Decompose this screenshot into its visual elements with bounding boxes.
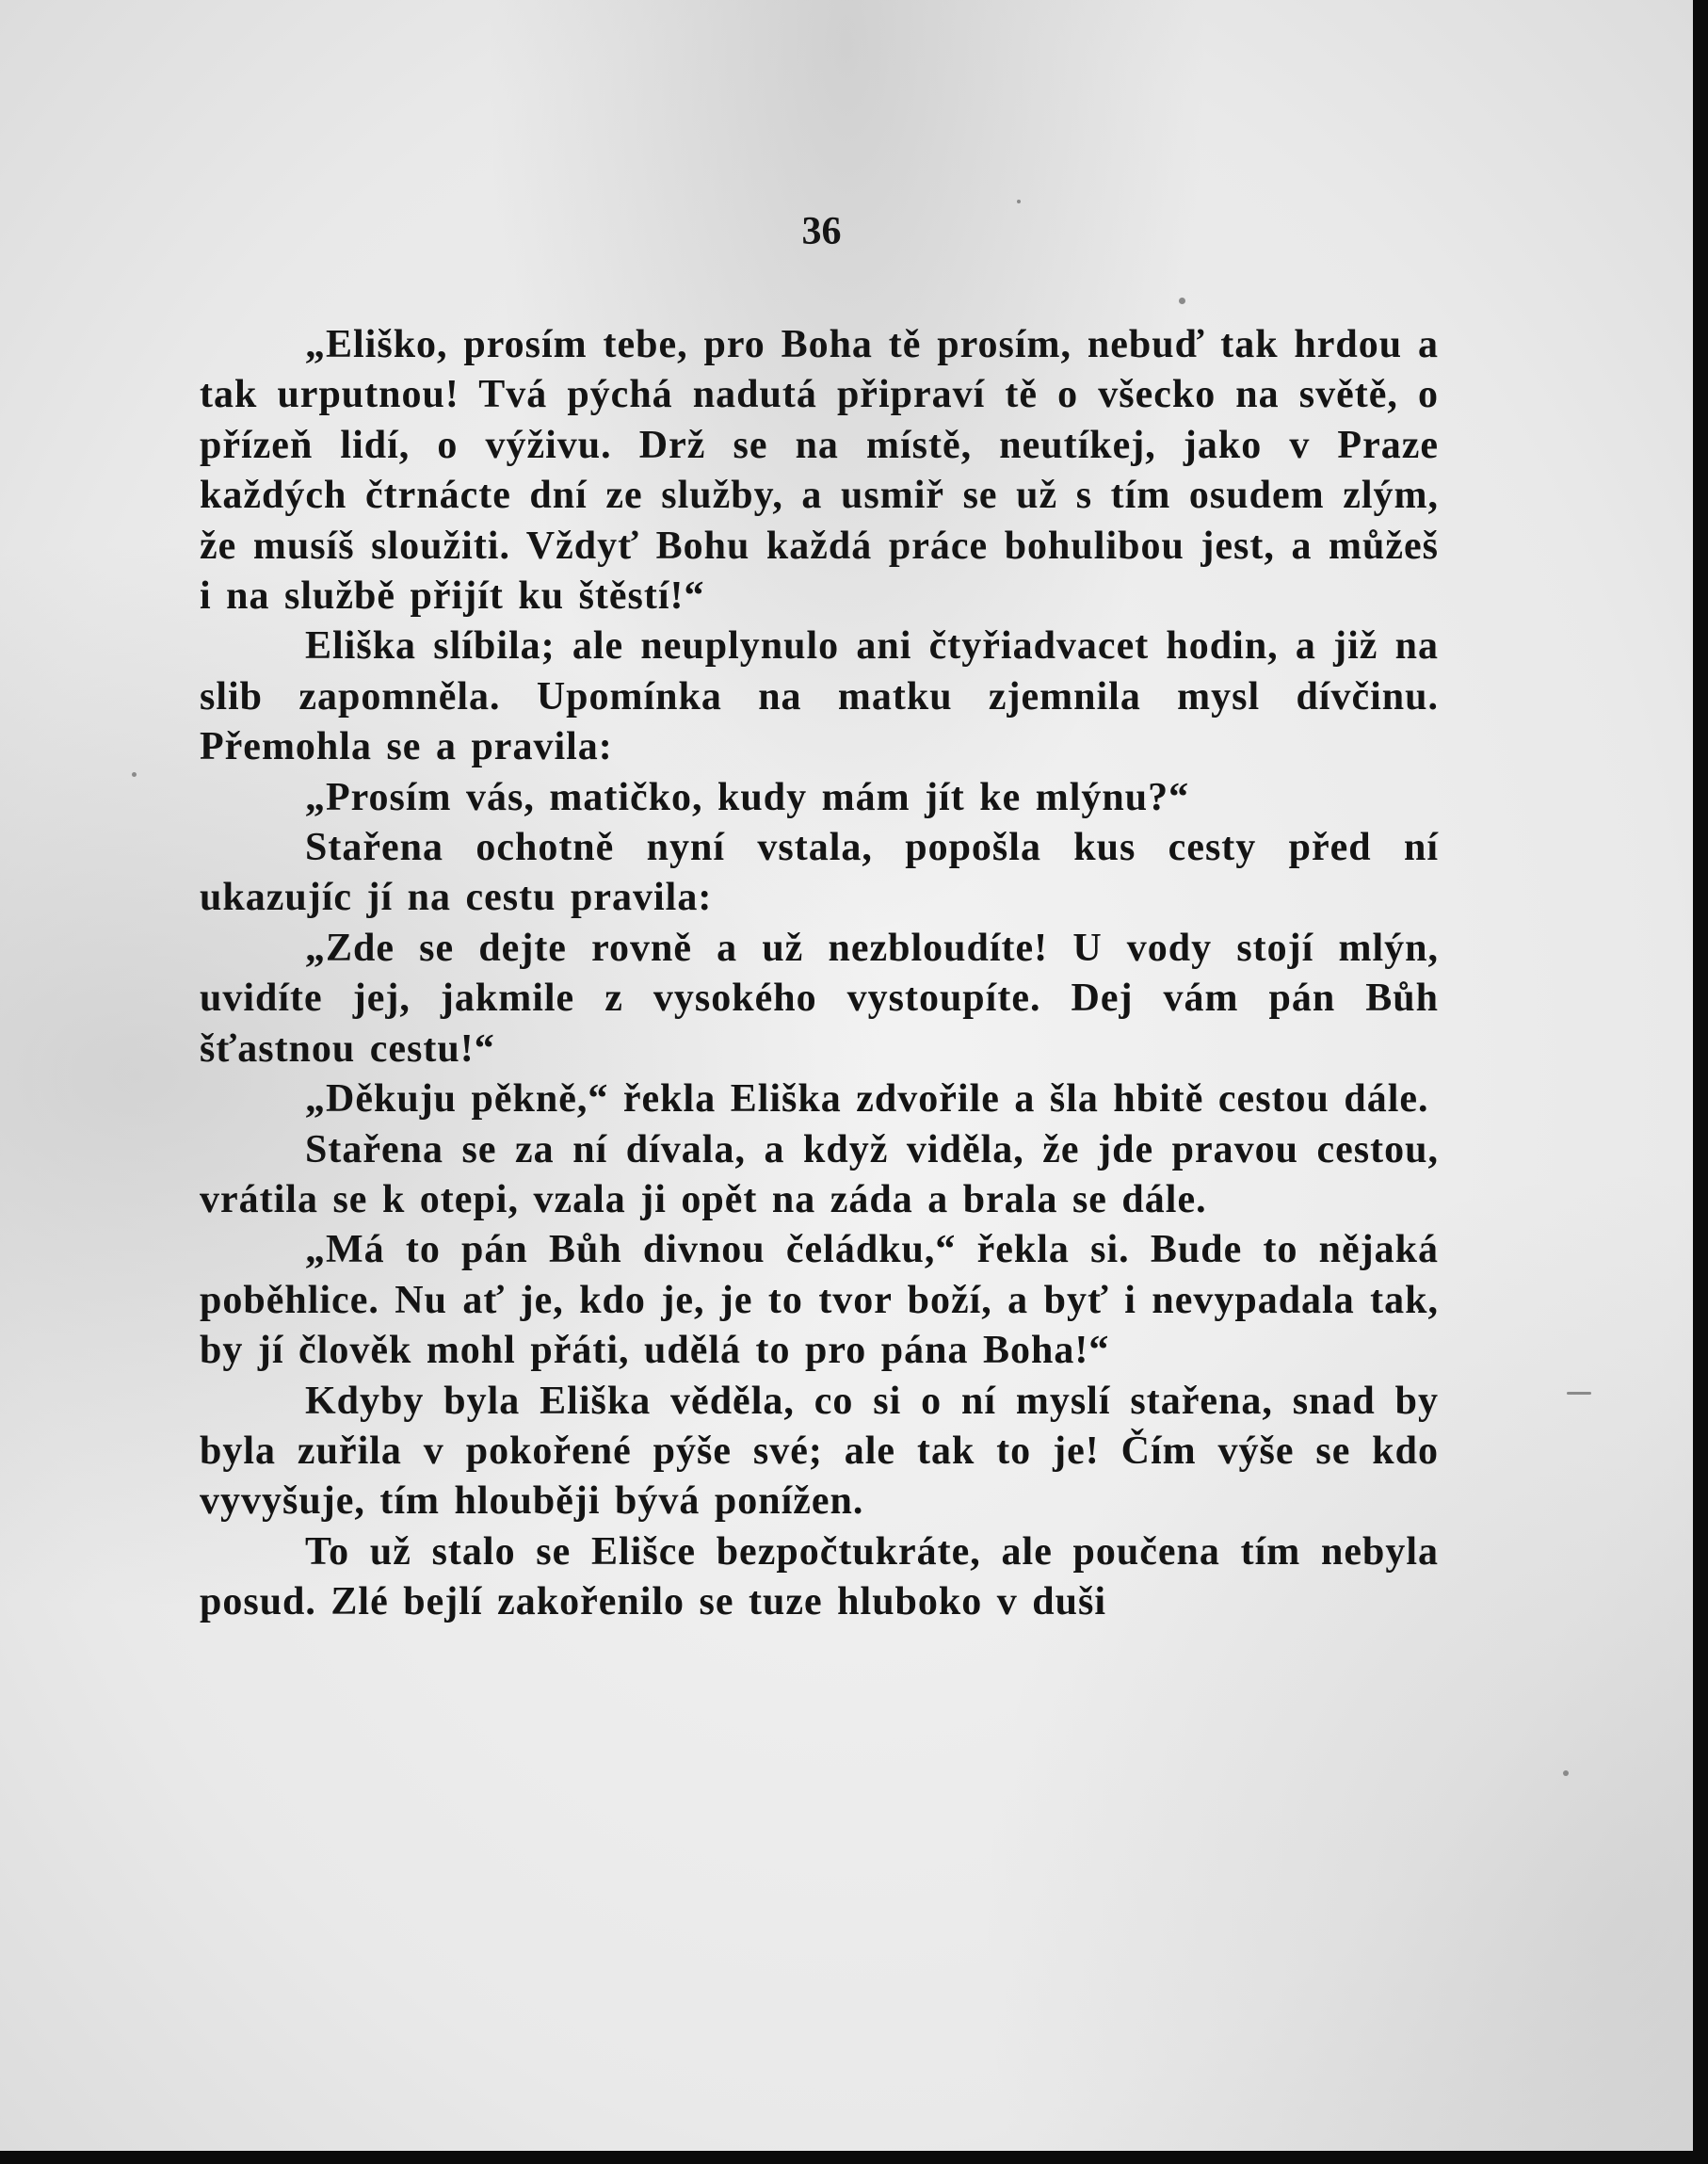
paragraph: „Eliško, prosím tebe, pro Boha tě prosím, nebuď tak hrdou a tak urputnou! Tvá pýchá nadutá připraví tě o všecko na světě, o přízeň lidí, o výživu. Drž se na místě, neutíkej, jako v Praze každých čtrnácte dní ze služby, a usmiř se už s tím osudem zlým, že musíš sloužiti. Vždyť Bohu každá práce bohulibou jest, a můžeš i na službě přijít ku štěstí!“	[200, 323, 1439, 619]
paper-speck	[1179, 298, 1185, 304]
paragraph: „Prosím vás, matičko, kudy mám jít ke mlýnu?“	[305, 775, 1190, 819]
page-number: 36	[801, 210, 842, 253]
paragraph: Stařena se za ní dívala, a když viděla, že jde pravou cestou, vrátila se k otepi, vzala ji opět na záda a brala se dále.	[200, 1127, 1439, 1221]
paragraph: „Zde se dejte rovně a už nezbloudíte! U vody stojí mlýn, uvidíte jej, jakmile z vysokého vystoupíte. Dej vám pán Bůh šťastnou cestu!“	[200, 926, 1439, 1071]
paper-speck	[1567, 1392, 1591, 1395]
paper-speck	[1017, 200, 1021, 203]
paragraph: To už stalo se Elišce bezpočtukráte, ale poučena tím nebyla posud. Zlé bejlí zakořenilo se tuze hluboko v duši	[200, 1529, 1439, 1624]
scan-border-right	[1693, 0, 1708, 2164]
paragraph: Eliška slíbila; ale neuplynulo ani čtyřiadvacet hodin, a již na slib zapomněla. Upomínka na matku zjemnila mysl dívčinu. Přemohla se a pravila:	[200, 624, 1439, 769]
paragraph: „Děkuju pěkně,“ řekla Eliška zdvořile a šla hbitě cestou dále.	[305, 1077, 1429, 1122]
paragraph: Kdyby byla Eliška věděla, co si o ní myslí stařena, snad by byla zuřila v pokořené pýše své; ale tak to je! Čím výše se kdo vyvyšuje, tím hlouběji bývá ponížen.	[200, 1379, 1439, 1524]
paper-speck	[132, 772, 137, 777]
scan-border-bottom	[0, 2151, 1708, 2164]
paragraph: Stařena ochotně nyní vstala, popošla kus cesty před ní ukazujíc jí na cestu pravila:	[200, 826, 1439, 920]
paragraph: „Má to pán Bůh divnou čeládku,“ řekla si. Bude to nějaká poběhlice. Nu ať je, kdo je, je to tvor boží, a byť i nevypadala tak, by jí člověk mohl přáti, udělá to pro pána Boha!“	[200, 1228, 1439, 1373]
body-text	[200, 320, 1439, 1628]
paper-speck	[1563, 1770, 1569, 1776]
